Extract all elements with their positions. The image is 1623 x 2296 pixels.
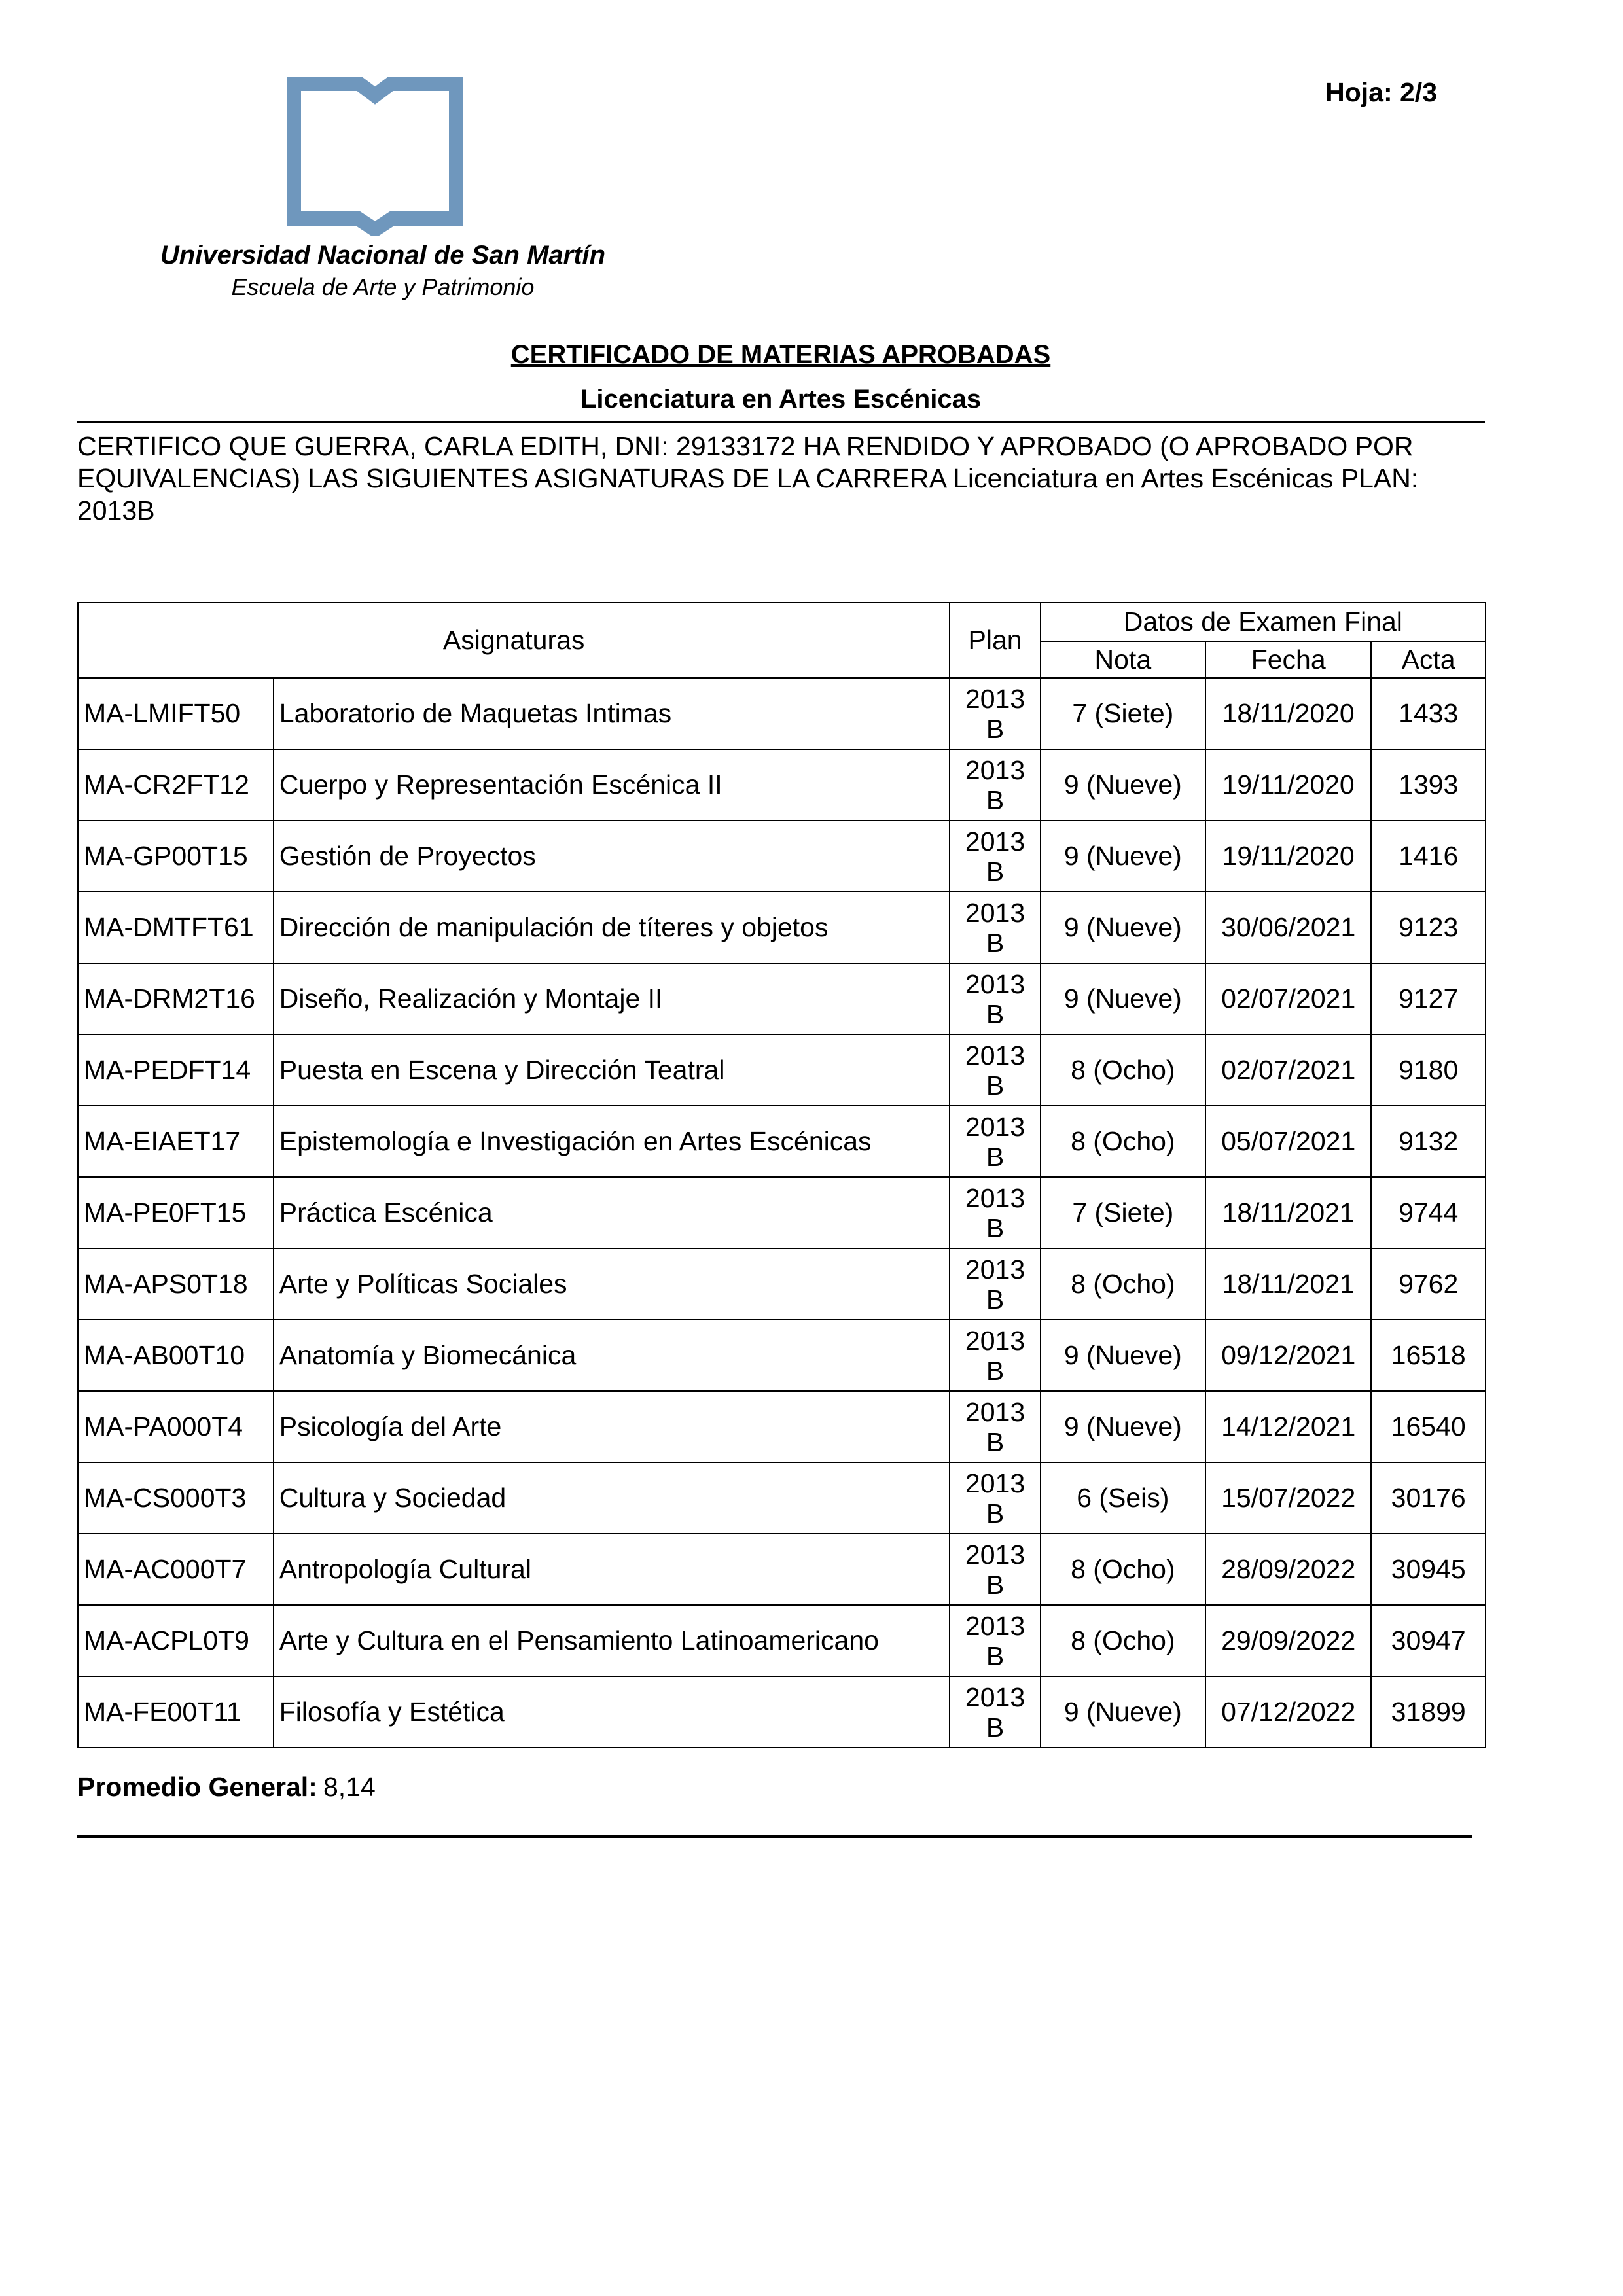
record-number: 30176 — [1371, 1462, 1486, 1534]
average-label: Promedio General: — [77, 1772, 317, 1802]
plan — [950, 1534, 1040, 1605]
record-number: 1416 — [1371, 821, 1486, 892]
table-row — [78, 1106, 1486, 1177]
statement-line: EQUIVALENCIAS) LAS SIGUIENTES ASIGNATURAS DE LA CARRERA Licenciatura en Artes Escénicas PLAN: — [77, 463, 1419, 493]
record-number: 9123 — [1371, 892, 1486, 963]
exam-date: 09/12/2021 — [1205, 1320, 1371, 1391]
school-name: Escuela de Arte y Patrimonio — [231, 274, 535, 300]
exam-date: 19/11/2020 — [1205, 821, 1371, 892]
grade: 9 (Nueve) — [1041, 1320, 1205, 1391]
table-row — [78, 1676, 1486, 1748]
subject-code: MA-PEDFT14 — [78, 1034, 274, 1106]
certificate-title: CERTIFICADO DE MATERIAS APROBADAS — [510, 340, 1051, 369]
table-row — [78, 749, 1486, 821]
plan-letter: B — [986, 927, 1005, 958]
certification-statement — [77, 431, 1484, 527]
plan-letter: B — [986, 1712, 1005, 1742]
table-row — [78, 892, 1486, 963]
table-row — [78, 1320, 1486, 1391]
plan — [950, 1605, 1040, 1676]
record-number: 9180 — [1371, 1034, 1486, 1106]
exam-date: 14/12/2021 — [1205, 1391, 1371, 1462]
plan-year: 2013 — [965, 826, 1026, 857]
subject-code: MA-AC000T7 — [78, 1534, 274, 1605]
record-number: 9762 — [1371, 1248, 1486, 1320]
table-row — [78, 963, 1486, 1034]
subject-name: Arte y Políticas Sociales — [274, 1248, 950, 1320]
subject-code: MA-FE00T11 — [78, 1676, 274, 1748]
exam-date: 18/11/2021 — [1205, 1177, 1371, 1248]
subject-code: MA-DRM2T16 — [78, 963, 274, 1034]
exam-date: 02/07/2021 — [1205, 963, 1371, 1034]
divider — [77, 421, 1485, 423]
grade: 8 (Ocho) — [1041, 1034, 1205, 1106]
plan-letter: B — [986, 1212, 1005, 1243]
plan — [950, 1320, 1040, 1391]
plan-year: 2013 — [965, 754, 1026, 785]
plan — [950, 1462, 1040, 1534]
exam-date: 30/06/2021 — [1205, 892, 1371, 963]
plan-year: 2013 — [965, 897, 1026, 928]
plan-letter: B — [986, 1070, 1005, 1101]
grade: 9 (Nueve) — [1041, 963, 1205, 1034]
subject-code: MA-PA000T4 — [78, 1391, 274, 1462]
table-row — [78, 1248, 1486, 1320]
plan — [950, 892, 1040, 963]
plan-letter: B — [986, 1355, 1005, 1386]
plan-year: 2013 — [965, 968, 1026, 999]
plan — [950, 1106, 1040, 1177]
statement-line: CERTIFICO QUE GUERRA, CARLA EDITH, DNI: 29133172 HA RENDIDO Y APROBADO (O APROBADO POR — [77, 431, 1414, 461]
grade: 9 (Nueve) — [1041, 892, 1205, 963]
average-value: 8,14 — [323, 1772, 376, 1802]
career-name: Licenciatura en Artes Escénicas — [580, 385, 982, 414]
subject-name: Arte y Cultura en el Pensamiento Latinoamericano — [274, 1605, 950, 1676]
header-exam-group: Datos de Examen Final — [1041, 603, 1486, 641]
plan-letter: B — [986, 785, 1005, 815]
plan — [950, 1177, 1040, 1248]
exam-date: 28/09/2022 — [1205, 1534, 1371, 1605]
record-number: 16518 — [1371, 1320, 1486, 1391]
exam-date: 18/11/2021 — [1205, 1248, 1371, 1320]
header-plan: Plan — [950, 603, 1040, 678]
subject-code: MA-APS0T18 — [78, 1248, 274, 1320]
plan-letter: B — [986, 1141, 1005, 1172]
record-number: 30947 — [1371, 1605, 1486, 1676]
subject-name: Psicología del Arte — [274, 1391, 950, 1462]
page-number: Hoja: 2/3 — [1325, 77, 1437, 107]
subject-code: MA-DMTFT61 — [78, 892, 274, 963]
grade: 7 (Siete) — [1041, 678, 1205, 749]
exam-date: 02/07/2021 — [1205, 1034, 1371, 1106]
grade: 7 (Siete) — [1041, 1177, 1205, 1248]
plan-year: 2013 — [965, 1539, 1026, 1570]
plan-year: 2013 — [965, 1682, 1026, 1712]
header-fecha: Fecha — [1205, 641, 1371, 678]
subject-code: MA-GP00T15 — [78, 821, 274, 892]
plan — [950, 821, 1040, 892]
plan-letter: B — [986, 998, 1005, 1029]
subject-name: Dirección de manipulación de títeres y objetos — [274, 892, 950, 963]
plan-year: 2013 — [965, 1111, 1026, 1142]
grade: 8 (Ocho) — [1041, 1106, 1205, 1177]
grade: 9 (Nueve) — [1041, 749, 1205, 821]
subject-code: MA-ACPL0T9 — [78, 1605, 274, 1676]
plan-year: 2013 — [965, 1040, 1026, 1070]
plan-letter: B — [986, 1498, 1005, 1528]
subject-name: Laboratorio de Maquetas Intimas — [274, 678, 950, 749]
exam-date: 29/09/2022 — [1205, 1605, 1371, 1676]
record-number: 9132 — [1371, 1106, 1486, 1177]
record-number: 9744 — [1371, 1177, 1486, 1248]
subject-code: MA-PE0FT15 — [78, 1177, 274, 1248]
header-acta: Acta — [1371, 641, 1486, 678]
subject-name: Antropología Cultural — [274, 1534, 950, 1605]
plan-year: 2013 — [965, 1396, 1026, 1427]
table-row — [78, 1462, 1486, 1534]
subject-name: Diseño, Realización y Montaje II — [274, 963, 950, 1034]
plan-year: 2013 — [965, 1610, 1026, 1641]
record-number: 9127 — [1371, 963, 1486, 1034]
plan-letter: B — [986, 1284, 1005, 1315]
table-row — [78, 1391, 1486, 1462]
table-row — [78, 1534, 1486, 1605]
grade: 6 (Seis) — [1041, 1462, 1205, 1534]
subject-code: MA-EIAET17 — [78, 1106, 274, 1177]
table-row — [78, 1034, 1486, 1106]
plan — [950, 1248, 1040, 1320]
grade: 9 (Nueve) — [1041, 1676, 1205, 1748]
plan-letter: B — [986, 713, 1005, 744]
plan — [950, 1676, 1040, 1748]
exam-date: 19/11/2020 — [1205, 749, 1371, 821]
plan-year: 2013 — [965, 683, 1026, 714]
subject-name: Puesta en Escena y Dirección Teatral — [274, 1034, 950, 1106]
subject-code: MA-CR2FT12 — [78, 749, 274, 821]
table-row — [78, 678, 1486, 749]
plan-year: 2013 — [965, 1325, 1026, 1356]
divider — [77, 1835, 1472, 1838]
table-row — [78, 1177, 1486, 1248]
exam-date: 07/12/2022 — [1205, 1676, 1371, 1748]
subject-name: Cultura y Sociedad — [274, 1462, 950, 1534]
exam-date: 05/07/2021 — [1205, 1106, 1371, 1177]
subject-name: Práctica Escénica — [274, 1177, 950, 1248]
record-number: 1433 — [1371, 678, 1486, 749]
plan — [950, 1034, 1040, 1106]
header-nota: Nota — [1041, 641, 1205, 678]
subject-code: MA-AB00T10 — [78, 1320, 274, 1391]
record-number: 16540 — [1371, 1391, 1486, 1462]
statement-line: 2013B — [77, 495, 155, 525]
plan — [950, 963, 1040, 1034]
plan-year: 2013 — [965, 1254, 1026, 1284]
subject-name: Filosofía y Estética — [274, 1676, 950, 1748]
table-row — [78, 1605, 1486, 1676]
grade: 8 (Ocho) — [1041, 1605, 1205, 1676]
subject-code: MA-CS000T3 — [78, 1462, 274, 1534]
plan-letter: B — [986, 1569, 1005, 1600]
subjects-table — [77, 602, 1486, 1748]
subject-name: Gestión de Proyectos — [274, 821, 950, 892]
header-subjects: Asignaturas — [78, 603, 950, 678]
grade: 9 (Nueve) — [1041, 821, 1205, 892]
plan — [950, 749, 1040, 821]
grade: 9 (Nueve) — [1041, 1391, 1205, 1462]
subject-code: MA-LMIFT50 — [78, 678, 274, 749]
table-row — [78, 821, 1486, 892]
exam-date: 18/11/2020 — [1205, 678, 1371, 749]
plan — [950, 1391, 1040, 1462]
subject-name: Epistemología e Investigación en Artes Escénicas — [274, 1106, 950, 1177]
plan — [950, 678, 1040, 749]
plan-letter: B — [986, 856, 1005, 887]
record-number: 31899 — [1371, 1676, 1486, 1748]
exam-date: 15/07/2022 — [1205, 1462, 1371, 1534]
record-number: 30945 — [1371, 1534, 1486, 1605]
plan-year: 2013 — [965, 1468, 1026, 1498]
plan-letter: B — [986, 1640, 1005, 1671]
plan-year: 2013 — [965, 1182, 1026, 1213]
grade: 8 (Ocho) — [1041, 1534, 1205, 1605]
record-number: 1393 — [1371, 749, 1486, 821]
open-book-logo-icon — [286, 76, 464, 236]
subject-name: Cuerpo y Representación Escénica II — [274, 749, 950, 821]
plan-letter: B — [986, 1426, 1005, 1457]
subject-name: Anatomía y Biomecánica — [274, 1320, 950, 1391]
university-name: Universidad Nacional de San Martín — [160, 241, 606, 270]
grade: 8 (Ocho) — [1041, 1248, 1205, 1320]
